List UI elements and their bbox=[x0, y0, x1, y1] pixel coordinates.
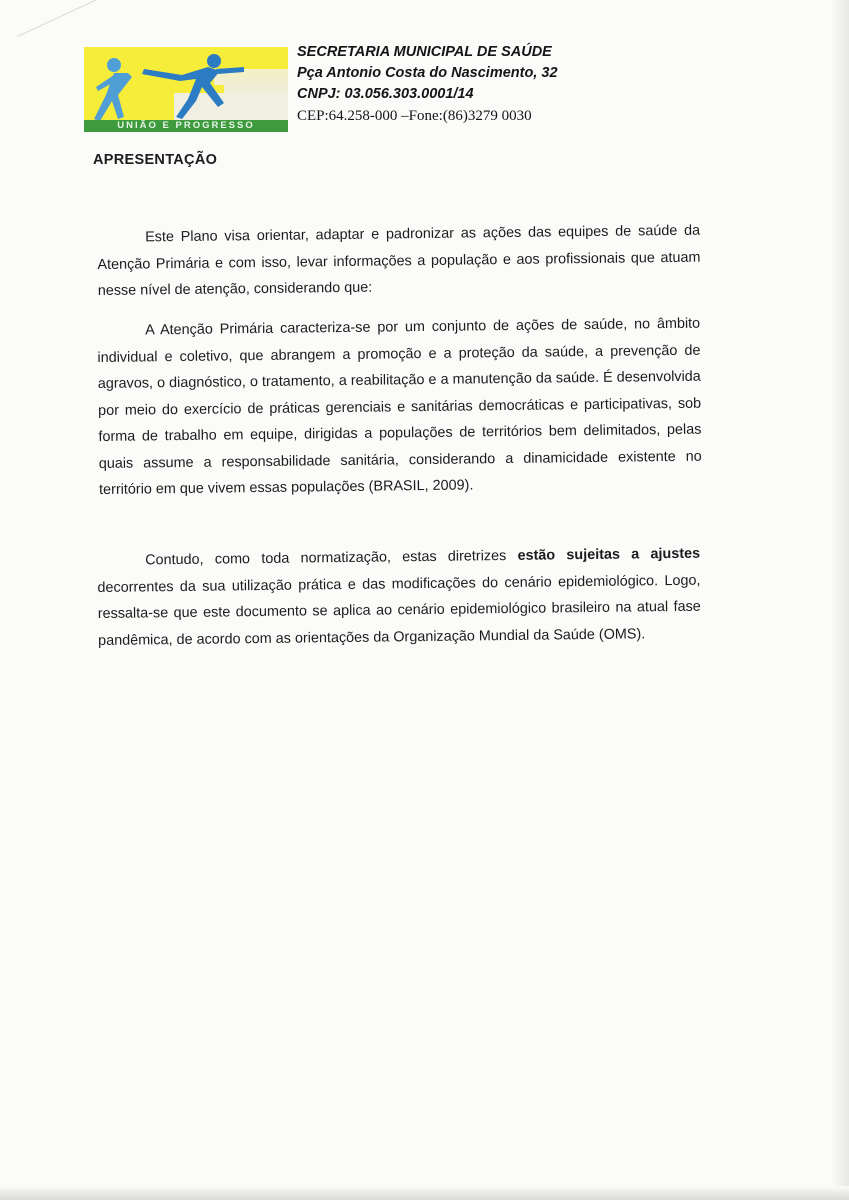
org-name: SECRETARIA MUNICIPAL DE SAÚDE bbox=[297, 44, 552, 60]
paragraph-2-text: A Atenção Primária caracteriza-se por um conjunto de ações de saúde, no âmbito individual e coletivo, que abrangem a promoção e a proteção da saúde, a prevenção de agravos, o diagnóstico, o tratamento, a reabilitação e a manutenção da saúde. É desenvolvida por meio do exercício de práticas gerenciais e sanitárias democráticas e participativas, sob forma de trabalho em equipe, dirigidas a populações de territórios bem delimitados, pelas quais assume a responsabilidade sanitária, considerando a dinamicidade existente no território em que vivem essas populações (BRASIL, 2009). bbox=[97, 315, 702, 498]
paragraph-2 bbox=[97, 311, 702, 504]
logo-motto: UNIÃO E PROGRESSO bbox=[84, 120, 288, 132]
page-edge-bottom bbox=[0, 1186, 849, 1200]
org-address: Pça Antonio Costa do Nascimento, 32 bbox=[297, 65, 558, 81]
municipality-logo bbox=[84, 47, 288, 131]
paragraph-3 bbox=[97, 541, 701, 654]
paragraph-1-text: Este Plano visa orientar, adaptar e padronizar as ações das equipes de saúde da Atenção Primária e com isso, levar informações a população e aos profissionais que atuam nesse nível de atenção, considerando que: bbox=[97, 222, 701, 299]
paragraph-3-end: decorrentes da sua utilização prática e das modificações do cenário epidemiológico. Logo, ressalta-se que este documento se aplica ao cenário epidemiológico brasileiro na atual fase pandêmica, de acordo com as orientações da Organização Mundial da Saúde (OMS). bbox=[97, 572, 701, 649]
org-cnpj: CNPJ: 03.056.303.0001/14 bbox=[297, 86, 474, 102]
page-edge-right bbox=[831, 0, 849, 1200]
paragraph-3-emphasis: estão sujeitas a ajustes bbox=[517, 545, 701, 564]
page-title: APRESENTAÇÃO bbox=[93, 152, 218, 168]
paragraph-3-start: Contudo, como toda normatização, estas diretrizes bbox=[145, 547, 518, 569]
running-figures-icon bbox=[84, 47, 288, 131]
letterhead bbox=[297, 42, 757, 127]
page-fold-line bbox=[0, 0, 99, 37]
org-contact: CEP:64.258-000 –Fone:(86)3279 0030 bbox=[297, 108, 532, 124]
paragraph-1 bbox=[97, 218, 701, 305]
